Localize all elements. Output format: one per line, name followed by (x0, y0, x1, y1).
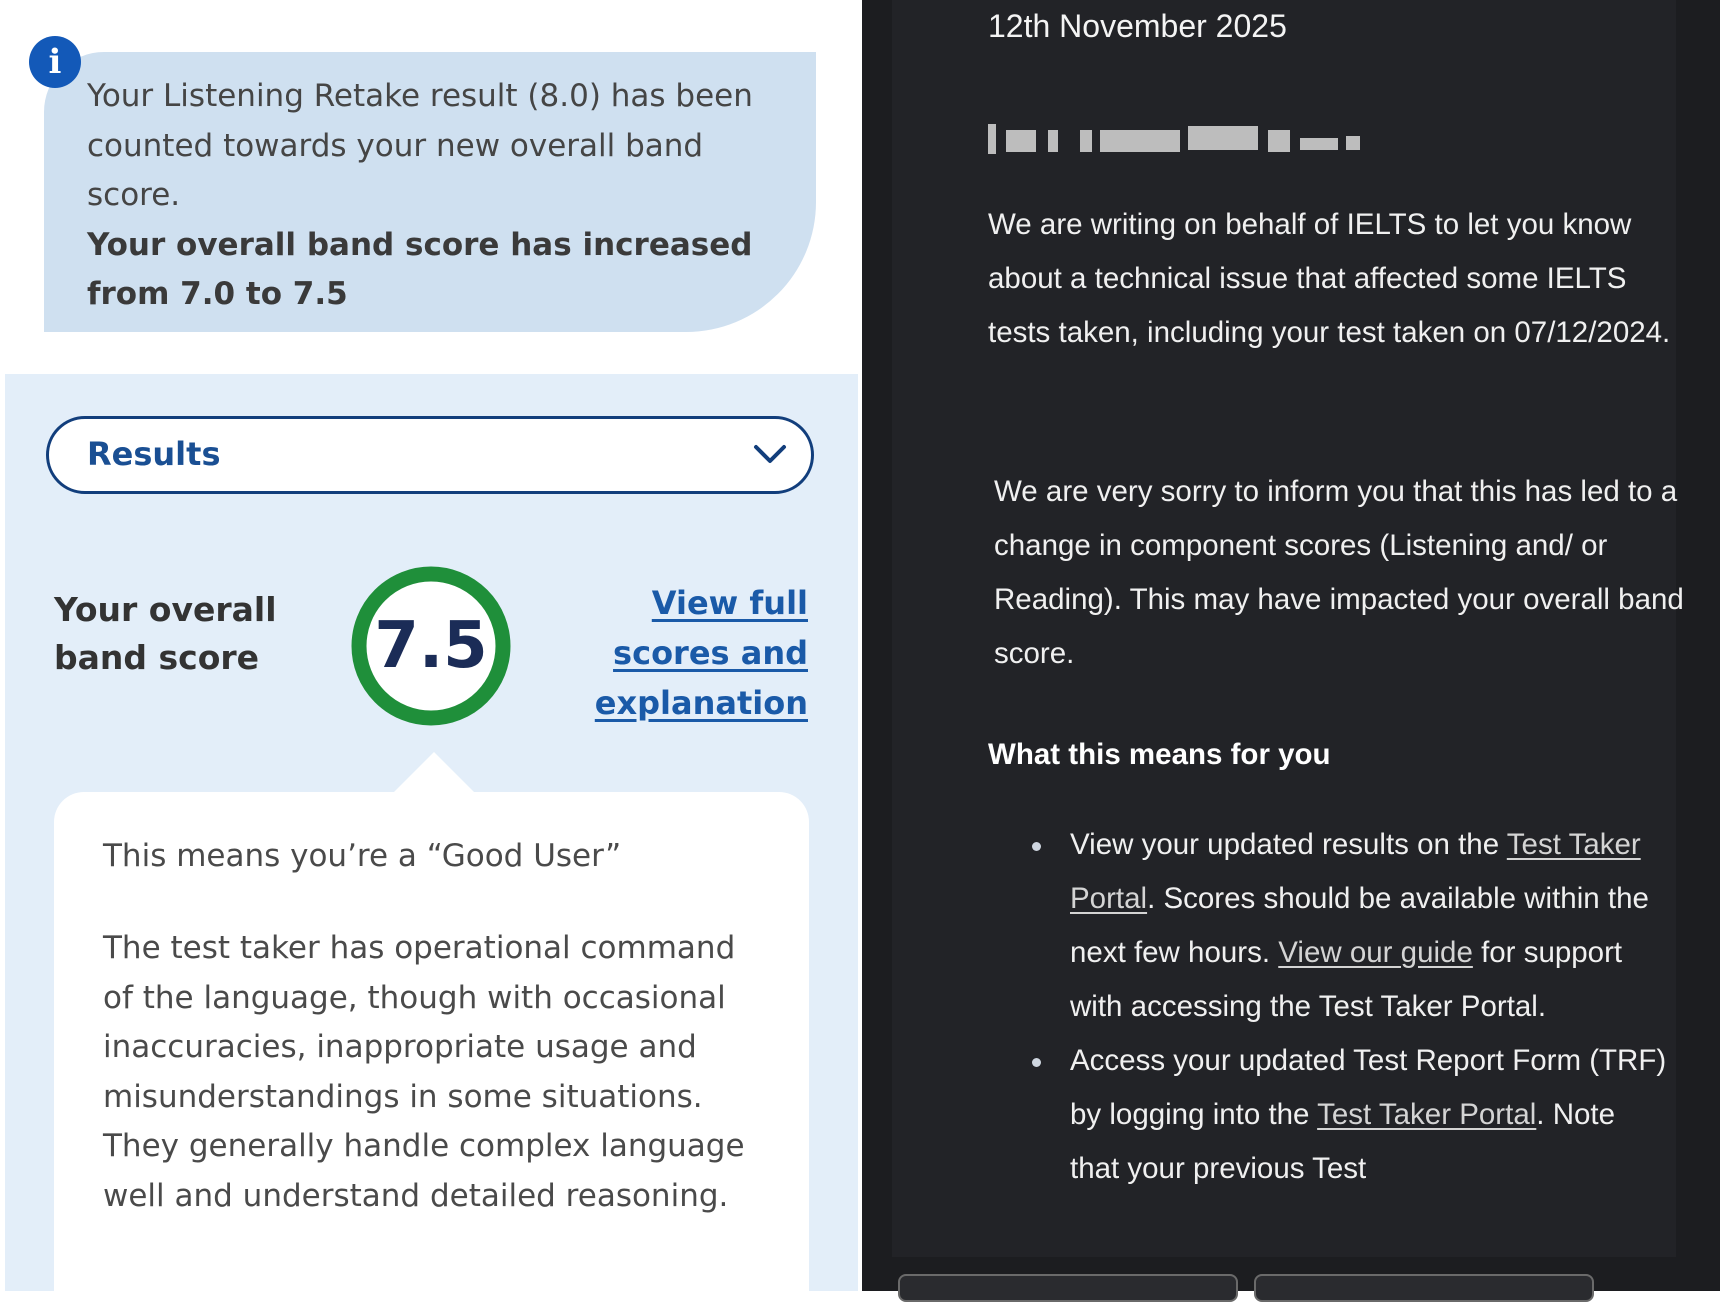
bullet2-pre: Access your updated Test Report Form (TRF) by logging into the (1070, 1044, 1667, 1131)
list-item (1032, 1034, 1672, 1196)
band-description-title: This means you’re a “Good User” (103, 838, 622, 874)
notice-bold-text: Your overall band score has increased from 7.0 to 7.5 (87, 226, 753, 312)
info-icon: i (29, 36, 81, 88)
email-panel (862, 0, 1720, 1291)
email-paragraph-1: We are writing on behalf of IELTS to let you know about a technical issue that affected some IELTS tests taken, including your test taken on 07/12/2024. (988, 208, 1671, 349)
email-date: 12th November 2025 (988, 8, 1287, 44)
bullet1-pre: View your updated results on the (1070, 828, 1507, 861)
test-taker-portal-link[interactable]: Test Taker Portal (1317, 1098, 1537, 1131)
bullet2-post: . Note that your previous Test (1070, 1098, 1616, 1185)
bullet-dot (1032, 842, 1041, 851)
bullet1-post: for support with accessing the Test Taker Portal. (1070, 936, 1623, 1023)
overall-score-label: Your overall band score (54, 590, 277, 677)
overall-band-score: 7.5 (374, 609, 488, 683)
results-dropdown[interactable] (46, 416, 814, 494)
band-description-card (54, 792, 809, 1291)
dropdown-label: Results (87, 435, 221, 473)
notice-text: Your Listening Retake result (8.0) has been counted towards your new overall band score. (87, 78, 753, 213)
ielts-results-panel (0, 0, 862, 1291)
bullet1-mid: . Scores should be available within the next few hours. (1070, 882, 1649, 969)
retake-notice (44, 52, 816, 332)
view-full-scores-link[interactable]: View full scores and explanation (594, 584, 808, 722)
email-paragraph-2: We are very sorry to inform you that this has led to a change in component scores (Listening and/ or Reading). This may have impacted your overall band score. (994, 475, 1684, 670)
bullet-dot (1032, 1058, 1041, 1067)
email-section-heading: What this means for you (988, 738, 1331, 771)
redacted-salutation (988, 124, 1388, 160)
list-item (1032, 818, 1672, 1034)
email-action-button[interactable] (898, 1274, 1238, 1302)
test-taker-portal-link[interactable]: Test Taker Portal (1070, 828, 1641, 915)
band-description-body: The test taker has operational command of the language, though with occasional inaccuracies, inappropriate usage and misunderstandings in some situations. They generally handle complex language well and understand detailed reasoning. (103, 930, 745, 1214)
action-list (1032, 818, 1672, 1196)
email-body (892, 0, 1684, 1257)
chevron-down-icon (753, 441, 787, 467)
view-guide-link[interactable]: View our guide (1278, 936, 1473, 969)
email-action-button[interactable] (1254, 1274, 1594, 1302)
